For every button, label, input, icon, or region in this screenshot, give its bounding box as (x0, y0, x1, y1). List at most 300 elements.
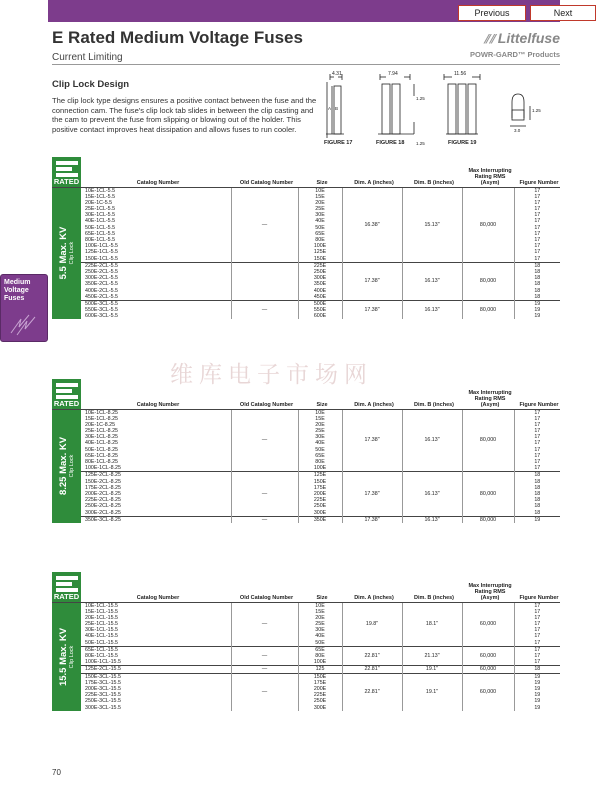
catalog-cell: 40E-1CL-8.25 (85, 440, 118, 447)
old-cell: — (231, 300, 298, 319)
size-cell: 10E (315, 187, 325, 194)
col-header-dimb: Dim. B (inches) (402, 572, 462, 602)
voltage-label (52, 409, 81, 523)
dimb-cell: 19.1" (402, 673, 462, 711)
section-heading: Clip Lock Design (52, 79, 130, 90)
col-header-figure: Figure Number (514, 157, 560, 187)
figure-list (514, 646, 560, 666)
fuse-type: Clip Lock (68, 454, 75, 478)
figure-cell: 18 (534, 262, 541, 269)
figure-cell: 18 (534, 666, 541, 673)
col-header-size: Size (298, 379, 342, 409)
figure-cell: 17 (534, 193, 541, 200)
col-header-old: Old Catalog Number (231, 379, 298, 409)
e-rated-icon (56, 576, 78, 592)
figure-cell: 17 (534, 212, 541, 219)
old-cell: — (231, 516, 298, 523)
size-cell: 125E (313, 472, 327, 479)
old-cell: — (231, 666, 298, 673)
fig17-dim-b: B (335, 106, 339, 111)
dima-cell: 17.38" (342, 262, 402, 300)
size-cell: 200E (313, 685, 327, 692)
figure-cell: 18 (534, 503, 541, 510)
figure-cell: 17 (534, 206, 541, 213)
rated-label: RATED (53, 176, 80, 186)
col-header-old: Old Catalog Number (231, 157, 298, 187)
clip-dim-1: 1.25 (532, 108, 541, 113)
catalog-cell: 10E-1CL-15.5 (85, 602, 118, 609)
dimb-cell: 19.1" (402, 666, 462, 673)
previous-button[interactable]: Previous (458, 5, 526, 21)
size-cell: 20E (315, 421, 325, 428)
fuse-dimension-drawings (322, 68, 560, 154)
figure-cell: 18 (534, 490, 541, 497)
catalog-cell: 125E-1CL-5.5 (85, 249, 118, 256)
catalog-cell: 25E-1CL-8.25 (85, 428, 118, 435)
dima-cell: 17.38" (342, 472, 402, 516)
col-header-figure: Figure Number (514, 572, 560, 602)
figure-cell: 17 (534, 224, 541, 231)
next-button[interactable]: Next (530, 5, 596, 21)
col-header-rating: Max Interrupting Rating RMS (Asym) (462, 379, 514, 409)
catalog-cell: 500E-3CL-5.5 (85, 300, 118, 307)
brand-subtitle: POWR-GARD™ Products (470, 50, 560, 59)
top-bar (48, 0, 573, 22)
old-cell: — (231, 187, 298, 262)
catalog-cell: 150E-3CL-15.5 (85, 673, 121, 680)
table-row-group (52, 516, 560, 523)
side-tab-medium-voltage[interactable] (0, 274, 48, 342)
rating-cell: 60,000 (462, 646, 514, 666)
size-cell: 125E (313, 249, 327, 256)
catalog-list (81, 673, 231, 711)
figure-cell: 17 (534, 428, 541, 435)
rating-cell: 80,000 (462, 409, 514, 472)
size-cell: 500E (313, 300, 327, 307)
size-cell: 65E (315, 230, 325, 237)
littelfuse-logo-icon: ⫽⫽ (484, 32, 495, 46)
dima-cell: 17.38" (342, 300, 402, 319)
old-cell: — (231, 472, 298, 516)
voltage-rating: 8.25 Max. KV (57, 437, 69, 496)
catalog-list (81, 666, 231, 673)
e-rated-icon (56, 383, 78, 399)
col-header-rating: Max Interrupting Rating RMS (Asym) (462, 157, 514, 187)
col-header-dima: Dim. A (inches) (342, 157, 402, 187)
rating-cell: 60,000 (462, 666, 514, 673)
dima-cell: 22.81" (342, 666, 402, 673)
figure-cell: 17 (534, 199, 541, 206)
dimb-cell: 16.13" (402, 409, 462, 472)
voltage-label (52, 602, 81, 711)
catalog-cell: 65E-1CL-8.25 (85, 452, 118, 459)
figure-cell: 17 (534, 608, 541, 615)
figure-cell: 17 (534, 614, 541, 621)
rated-label: RATED (53, 591, 80, 601)
size-cell: 65E (315, 646, 325, 653)
rating-cell: 80,000 (462, 516, 514, 523)
figure-cell: 17 (534, 409, 541, 416)
size-cell: 600E (313, 313, 327, 320)
size-cell: 15E (315, 193, 325, 200)
figure-cell: 17 (534, 459, 541, 465)
table-row-group (52, 262, 560, 300)
figure-list (514, 673, 560, 711)
catalog-cell: 550E-3CL-5.5 (85, 307, 118, 314)
size-cell: 150E (313, 673, 327, 680)
catalog-cell: 100E-1CL-8.25 (85, 465, 121, 472)
size-cell: 300E (313, 509, 327, 516)
size-cell: 225E (313, 497, 327, 504)
catalog-list (81, 516, 231, 523)
col-header-catalog: Catalog Number (81, 572, 231, 602)
col-header-size: Size (298, 572, 342, 602)
col-header-dimb: Dim. B (inches) (402, 379, 462, 409)
catalog-cell: 225E-2CL-5.5 (85, 262, 118, 269)
figure-cell: 18 (534, 281, 541, 288)
figure-cell: 17 (534, 639, 541, 646)
clip-dim-2: 3.0 (514, 128, 521, 133)
table-row-group (52, 300, 560, 319)
size-cell: 50E (315, 224, 325, 231)
figure-cell: 19 (534, 307, 541, 314)
figure-cell: 18 (534, 268, 541, 275)
section-description: The clip lock type designs ensures a positive contact between the fuse and the connection cam. The fuse's clip lock tab slides in between the clip casting and the cam to prevent the fuse from slipping or blowing out of the holder. This positive contact improves heat dissipation and allows fuses to run cooler. (52, 96, 317, 134)
size-list (298, 262, 342, 300)
dimb-cell: 15.13" (402, 187, 462, 262)
page-title: E Rated Medium Voltage Fuses (52, 28, 303, 47)
voltage-rating: 15.5 Max. KV (57, 627, 69, 686)
old-cell: — (231, 409, 298, 472)
size-list (298, 673, 342, 711)
header-divider (52, 64, 560, 65)
catalog-cell: 50E-1CL-15.5 (85, 639, 118, 646)
size-cell: 100E (313, 465, 327, 472)
fuse-bolt-icon (7, 309, 41, 337)
catalog-list (81, 300, 231, 319)
catalog-cell: 175E-2CL-8.25 (85, 484, 121, 491)
figure-list (514, 602, 560, 646)
catalog-cell: 15E-1CL-8.25 (85, 415, 118, 422)
dimb-cell: 18.1" (402, 602, 462, 646)
page-number: 70 (52, 768, 61, 777)
catalog-cell: 300E-2CL-8.25 (85, 509, 121, 516)
catalog-cell: 25E-1CL-15.5 (85, 621, 118, 628)
catalog-cell: 400E-2CL-5.5 (85, 287, 118, 294)
size-cell: 125 (315, 666, 325, 673)
page-subtitle: Current Limiting (52, 52, 123, 63)
catalog-cell: 450E-2CL-5.5 (85, 293, 118, 300)
size-list (298, 187, 342, 262)
dimb-cell: 16.13" (402, 516, 462, 523)
figure-cell: 17 (534, 421, 541, 428)
col-header-old: Old Catalog Number (231, 572, 298, 602)
figure-list (514, 262, 560, 300)
catalog-list (81, 472, 231, 516)
catalog-cell: 15E-1CL-5.5 (85, 193, 116, 200)
catalog-cell: 10E-1CL-8.25 (85, 409, 118, 416)
figure-19-label: FIGURE 19 (448, 140, 477, 146)
size-cell: 250E (313, 268, 327, 275)
figure-cell: 17 (534, 243, 541, 250)
catalog-cell: 10E-1CL-5.5 (85, 187, 116, 194)
dima-cell: 22.81" (342, 646, 402, 666)
fig17-dim: 4.31 (332, 71, 342, 77)
table-row-group (52, 666, 560, 673)
figure-cell: 17 (534, 434, 541, 441)
rating-cell: 80,000 (462, 472, 514, 516)
catalog-cell: 25E-1CL-5.5 (85, 206, 116, 213)
size-cell: 15E (315, 608, 325, 615)
dima-cell: 17.38" (342, 516, 402, 523)
size-cell: 300E (313, 275, 327, 282)
size-cell: 25E (315, 206, 325, 213)
size-cell: 50E (315, 446, 325, 453)
size-cell: 175E (313, 679, 327, 686)
col-header-catalog: Catalog Number (81, 379, 231, 409)
figure-cell: 17 (534, 646, 541, 653)
old-cell: — (231, 602, 298, 646)
size-list (298, 602, 342, 646)
side-tab-label: Medium Voltage Fuses (4, 279, 31, 302)
size-list (298, 666, 342, 673)
catalog-cell: 100E-1CL-5.5 (85, 243, 118, 250)
size-cell: 25E (315, 428, 325, 435)
fuse-type: Clip Lock (68, 645, 75, 668)
figure-cell: 17 (534, 659, 541, 666)
figure-cell: 17 (534, 415, 541, 422)
figure-cell: 19 (534, 516, 541, 523)
dima-cell: 16.38" (342, 187, 402, 262)
col-header-dimb: Dim. B (inches) (402, 157, 462, 187)
old-cell: — (231, 646, 298, 666)
size-cell: 20E (315, 199, 325, 206)
catalog-cell: 200E-2CL-8.25 (85, 490, 121, 497)
figure-cell: 19 (534, 698, 541, 705)
size-cell: 200E (313, 490, 327, 497)
size-cell: 450E (313, 293, 327, 300)
figure-cell: 17 (534, 602, 541, 609)
size-list (298, 472, 342, 516)
size-cell: 350E (313, 281, 327, 288)
dimb-cell: 16.13" (402, 262, 462, 300)
dimb-cell: 16.13" (402, 300, 462, 319)
figure-list (514, 409, 560, 472)
size-cell: 250E (313, 503, 327, 510)
figure-cell: 17 (534, 653, 541, 659)
catalog-cell: 300E-2CL-5.5 (85, 275, 118, 282)
size-cell: 100E (313, 243, 327, 250)
figure-cell: 19 (534, 679, 541, 686)
col-header-dima: Dim. A (inches) (342, 379, 402, 409)
catalog-cell: 150E-2CL-8.25 (85, 478, 121, 485)
size-cell: 225E (313, 692, 327, 699)
catalog-cell: 125E-2CL-15.5 (85, 666, 121, 673)
figure-cell: 18 (534, 287, 541, 294)
fig18-dim-2: 1.25 (416, 96, 425, 101)
catalog-cell: 15E-1CL-15.5 (85, 608, 118, 615)
figure-cell: 18 (534, 484, 541, 491)
size-cell: 15E (315, 415, 325, 422)
figure-cell: 17 (534, 627, 541, 634)
figure-cell: 17 (534, 249, 541, 256)
figure-cell: 19 (534, 685, 541, 692)
size-list (298, 409, 342, 472)
figure-list (514, 300, 560, 319)
figure-cell: 17 (534, 237, 541, 243)
catalog-cell: 65E-1CL-15.5 (85, 646, 118, 653)
catalog-cell: 50E-1CL-5.5 (85, 224, 116, 231)
catalog-cell: 20E-1C-8.25 (85, 421, 116, 428)
table-row-group (52, 673, 560, 711)
spec-table-2 (52, 379, 560, 523)
voltage-label (52, 187, 81, 319)
figure-diagrams (322, 68, 560, 154)
dima-cell: 19.8" (342, 602, 402, 646)
watermark: 维库电子市场网 (170, 361, 373, 387)
spec-table-3 (52, 572, 560, 711)
figure-cell: 18 (534, 478, 541, 485)
catalog-list (81, 602, 231, 646)
e-rated-badge (52, 379, 81, 409)
size-cell: 350E (313, 516, 327, 523)
fig18-dim: 7.94 (388, 71, 398, 77)
figure-17-label: FIGURE 17 (324, 140, 353, 146)
size-cell: 100E (313, 659, 327, 666)
figure-cell: 18 (534, 509, 541, 516)
size-list (298, 300, 342, 319)
figure-cell: 18 (534, 293, 541, 300)
catalog-list (81, 646, 231, 666)
figure-cell: 17 (534, 465, 541, 472)
size-list (298, 516, 342, 523)
catalog-cell: 250E-2CL-8.25 (85, 503, 121, 510)
catalog-list (81, 409, 231, 472)
size-cell: 150E (313, 255, 327, 262)
size-cell: 10E (315, 602, 325, 609)
figure-cell: 17 (534, 440, 541, 447)
figure-cell: 17 (534, 452, 541, 459)
voltage-rating: 5.5 Max. KV (57, 227, 69, 280)
figure-cell: 17 (534, 446, 541, 453)
table-row-group (52, 602, 560, 646)
size-cell: 400E (313, 287, 327, 294)
figure-18-label: FIGURE 18 (376, 140, 405, 146)
figure-cell: 17 (534, 633, 541, 640)
size-cell: 250E (313, 698, 327, 705)
figure-cell: 17 (534, 230, 541, 237)
size-cell: 50E (315, 639, 325, 646)
catalog-cell: 225E-3CL-15.5 (85, 692, 121, 699)
e-rated-badge (52, 572, 81, 602)
catalog-cell: 600E-3CL-5.5 (85, 313, 118, 320)
size-cell: 300E (313, 704, 327, 711)
catalog-list (81, 262, 231, 300)
figure-cell: 17 (534, 187, 541, 194)
rating-cell: 80,000 (462, 262, 514, 300)
catalog-cell: 350E-3CL-8.25 (85, 516, 121, 523)
catalog-cell: 150E-1CL-5.5 (85, 255, 118, 262)
catalog-cell: 30E-1CL-5.5 (85, 212, 116, 219)
figure-cell: 17 (534, 218, 541, 225)
figure-cell: 19 (534, 300, 541, 307)
figure-cell: 17 (534, 621, 541, 628)
catalog-cell: 80E-1CL-8.25 (85, 459, 118, 465)
rating-cell: 60,000 (462, 602, 514, 646)
catalog-cell: 20E-1C-5.5 (85, 199, 113, 206)
table-row-group (52, 472, 560, 516)
catalog-cell: 250E-3CL-15.5 (85, 698, 121, 705)
catalog-cell: 225E-2CL-8.25 (85, 497, 121, 504)
catalog-cell: 20E-1CL-15.5 (85, 614, 118, 621)
fig19-dim: 11.56 (454, 71, 467, 77)
dima-cell: 22.81" (342, 673, 402, 711)
catalog-cell: 80E-1CL-5.5 (85, 237, 116, 243)
size-cell: 30E (315, 434, 325, 441)
catalog-cell: 30E-1CL-8.25 (85, 434, 118, 441)
dima-cell: 17.38" (342, 409, 402, 472)
figure-list (514, 666, 560, 673)
size-cell: 150E (313, 478, 327, 485)
col-header-size: Size (298, 157, 342, 187)
e-rated-badge (52, 157, 81, 187)
figure-cell: 18 (534, 497, 541, 504)
brand-logo (484, 30, 560, 47)
size-cell: 80E (315, 459, 325, 465)
figure-cell: 18 (534, 275, 541, 282)
size-cell: 40E (315, 633, 325, 640)
brand-name: Littelfuse (497, 30, 560, 46)
size-cell: 20E (315, 614, 325, 621)
fuse-type: Clip Lock (68, 242, 75, 265)
figure-cell: 19 (534, 313, 541, 320)
e-rated-icon (56, 161, 78, 177)
catalog-cell: 40E-1CL-5.5 (85, 218, 116, 225)
size-cell: 10E (315, 409, 325, 416)
spec-table-1 (52, 157, 560, 319)
rated-label: RATED (53, 398, 80, 408)
table-row-group (52, 409, 560, 472)
dimb-cell: 16.13" (402, 472, 462, 516)
size-cell: 25E (315, 621, 325, 628)
size-cell: 40E (315, 440, 325, 447)
size-cell: 30E (315, 627, 325, 634)
rating-cell: 80,000 (462, 187, 514, 262)
catalog-cell: 50E-1CL-8.25 (85, 446, 118, 453)
old-cell: — (231, 673, 298, 711)
size-cell: 80E (315, 237, 325, 243)
figure-cell: 19 (534, 704, 541, 711)
catalog-cell: 350E-2CL-5.5 (85, 281, 118, 288)
old-cell (231, 262, 298, 300)
size-cell: 40E (315, 218, 325, 225)
figure-cell: 19 (534, 673, 541, 680)
catalog-list (81, 187, 231, 262)
figure-cell: 19 (534, 692, 541, 699)
col-header-dima: Dim. A (inches) (342, 572, 402, 602)
size-cell: 65E (315, 452, 325, 459)
col-header-rating: Max Interrupting Rating RMS (Asym) (462, 572, 514, 602)
rating-cell: 80,000 (462, 300, 514, 319)
figure-cell: 18 (534, 472, 541, 479)
catalog-cell: 100E-1CL-15.5 (85, 659, 121, 666)
figure-list (514, 187, 560, 262)
catalog-cell: 30E-1CL-15.5 (85, 627, 118, 634)
table-row-group (52, 646, 560, 666)
catalog-cell: 300E-3CL-15.5 (85, 704, 121, 711)
fig18-dim-3: 1.25 (416, 141, 425, 146)
catalog-cell: 250E-2CL-5.5 (85, 268, 118, 275)
